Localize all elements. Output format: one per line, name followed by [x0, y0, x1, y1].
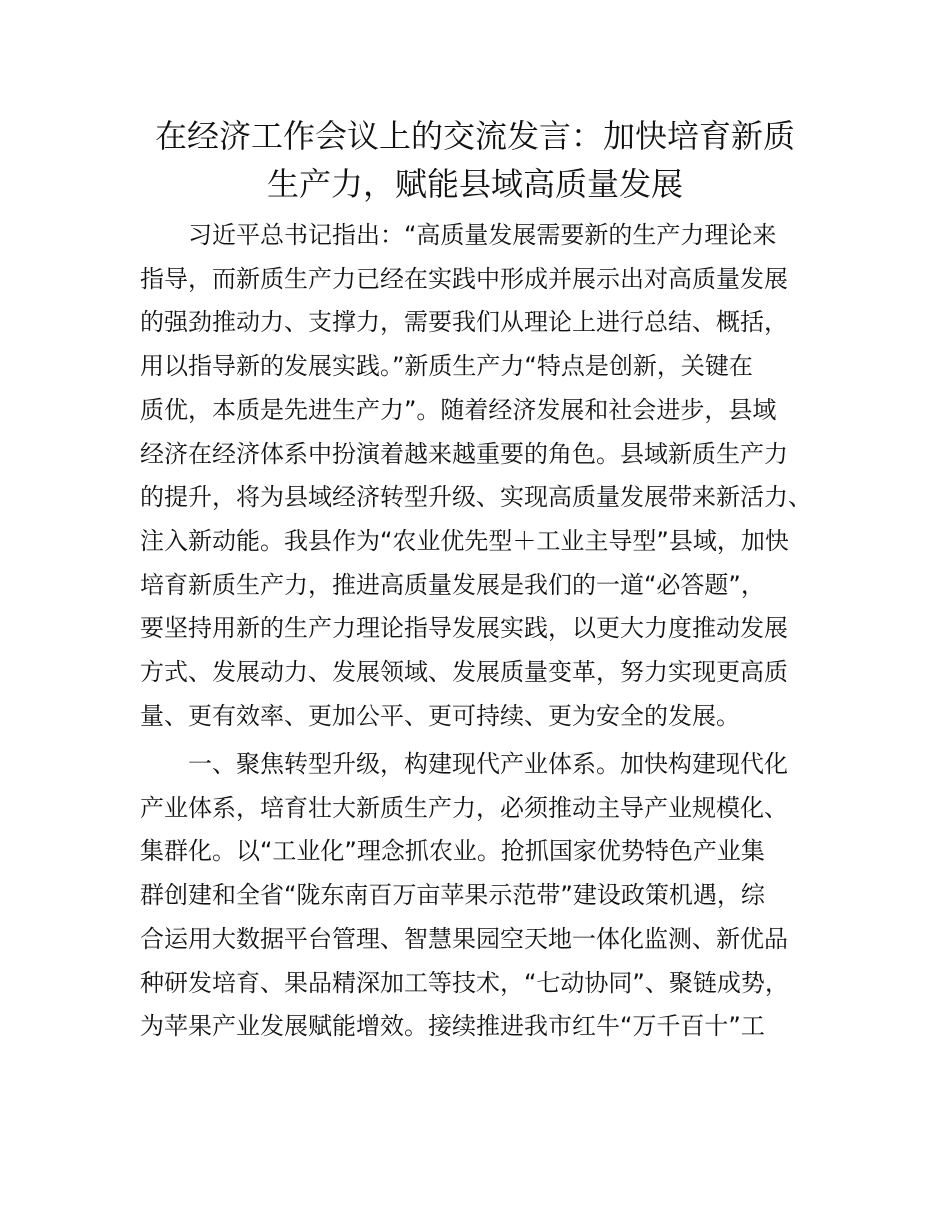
paragraph-line: 一、聚焦转型升级，构建现代产业体系。加快构建现代化: [188, 750, 788, 778]
paragraph-line: 群创建和全省“陇东南百万亩苹果示范带”建设政策机遇，综: [140, 881, 765, 910]
paragraph-line: 培育新质生产力，推进高质量发展是我们的一道“必答题”，: [140, 570, 765, 599]
paragraph-line: 量、更有效率、更加公平、更可持续、更为安全的发展。: [140, 701, 740, 730]
paragraph-line: 经济在经济体系中扮演着越来越重要的角色。县域新质生产力: [140, 439, 788, 468]
paragraph-line: 集群化。以“工业化”理念抓农业。抢抓国家优势特色产业集: [140, 837, 765, 866]
paragraph-line: 质优，本质是先进生产力”。随着经济发展和社会进步，县域: [140, 395, 777, 424]
title-line: 在经济工作会议上的交流发言：加快培育新质: [154, 117, 795, 155]
paragraph-line: 产业体系，培育壮大新质生产力，必须推动主导产业规模化、: [140, 793, 788, 822]
paragraph-line: 习近平总书记指出：“高质量发展需要新的生产力理论来: [188, 221, 777, 249]
paragraph-line: 注入新动能。我县作为“农业优先型＋工业主导型”县域，加快: [140, 526, 789, 555]
paragraph-line: 合运用大数据平台管理、智慧果园空天地一体化监测、新优品: [140, 924, 788, 953]
paragraph-intro: [140, 214, 840, 738]
paragraph-line: 的提升，将为县域经济转型升级、实现高质量发展带来新活力、: [140, 483, 812, 512]
paragraph-line: 用以指导新的发展实践。”新质生产力“特点是创新，关键在: [140, 352, 753, 381]
paragraph-line: 方式、发展动力、发展领域、发展质量变革，努力实现更高质: [140, 658, 788, 687]
paragraph-line: 指导，而新质生产力已经在实践中形成并展示出对高质量发展: [140, 264, 788, 293]
paragraph-line: 种研发培育、果品精深加工等技术，“七动协同”、聚链成势，: [140, 968, 789, 997]
paragraph-line: 要坚持用新的生产力理论指导发展实践，以更大力度推动发展: [140, 614, 788, 643]
title-line: 生产力，赋能县域高质量发展: [266, 165, 683, 203]
paragraph-section-one: [140, 743, 840, 1049]
paragraph-line: 的强劲推动力、支撑力，需要我们从理论上进行总结、概括，: [140, 308, 788, 337]
document-title: [120, 112, 830, 208]
paragraph-line: 为苹果产业发展赋能增效。接续推进我市红牛“万千百十”工: [140, 1012, 765, 1041]
